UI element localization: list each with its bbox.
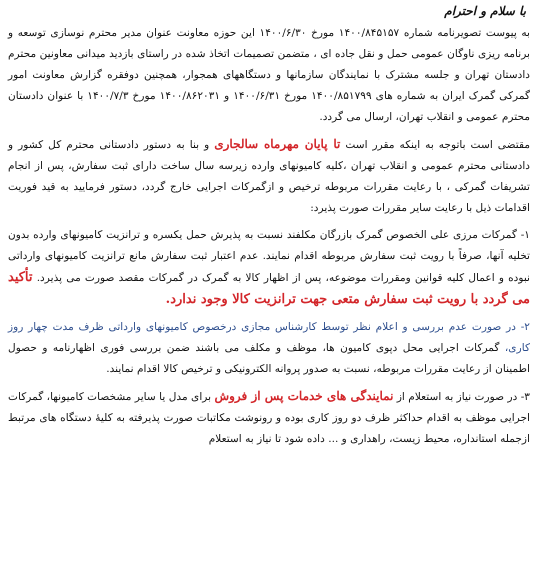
paragraph-attachment [8,23,530,128]
paragraph-attachment-text: به پیوست تصویرنامه شماره ۱۴۰۰/۸۴۵۱۵۷ مورخ ۱۴۰۰/۶/۳۰ این حوزه معاونت عنوان مدیر محترم نوسازی توسعه و برنامه ریزی ناوگان عمومی حمل و نقل جاده ای ، متضمن تصمیمات اتخاذ شده در راستای بازدید میدانی معاونین محترم دادستان تهران و جلسه مشترک با نمایندگان سازمانها و دستگاههای همجوار، همچنین دوفقره گزارش معاونت امور گمرکی گمرک ایران به شماره های ۱۴۰۰/۸۵۱۷۹۹ مورخ ۱۴۰۰/۶/۳۱ و ۱۴۰۰/۸۶۲۰۳۱ مورخ ۱۴۰۰/۷/۳ با عنوان دادستان محترم عمومی و انقلاب تهران، ارسال می گردد. [8,27,531,123]
clause-2-highlight: ۲- در صورت عدم بررسی و اعلام نظر توسط کارشناس مجازی درخصوص کامیونهای وارداتی ظرف مدت چهار روز کاری، [8,321,530,354]
clause-1-emphasis: تأکید می گردد با رویت ثبت سفارش متعی جهت ترانزیت کالا وجود ندارد. [8,270,530,307]
deadline-highlight: تا پایان مهرماه سالجاری [214,137,341,151]
clause-1-text: ۱- گمرکات مرزی علی الخصوص گمرک بازرگان مکلفند نسبت به پذیرش حمل یکسره و ترانزیت کامیونهای وارده بدون تخلیه آنها، صرفاً با رویت ثبت سفارش مربوطه اقدام نمایند. عدم اعتبار ثبت سفارش مانع ترانزیت کامیونهای وارداتی نبوده و اعمال کلیه قوانین ومقررات موضوعه، پس از اظهار کالا به گمرک در گمرکات مقصد صورت می پذیرد. [8,229,530,284]
clause-1 [8,225,530,311]
clause-3-after: برای مدل یا سایر مشخصات کامیونها، گمرکات اجرایی موظف به اقدام حداکثر ظرف دو روز کاری بوده و رونوشت مکاتبات صورت پذیرفته به کلیهٔ دستگاه های مرتبط ازجمله استانداره، محیط زیست، راهداری و ... داده شود تا نیاز به استعلام [8,391,530,445]
clause-2-text: گمرکات اجرایی محل دپوی کامیون ها، موظف و مکلف می باشند ضمن بررسی فوری اظهارنامه و حصول اطمینان از رعایت مقررات مربوطه، نسبت به صدور پروانه الکترونیکی و ترخیص کالا اقدام نمایند. [8,342,530,375]
paragraph-instruction-before: مقتضی است باتوجه به اینکه مقرر است [345,139,531,151]
clause-3 [8,386,530,450]
paragraph-instruction-after: و بنا به دستور دادستانی محترم کل کشور و دادستانی محترم عمومی و انقلاب تهران ،کلیه کامیونهای وارده زیرسه سال ساخت دارای ثبت سفارش، پس از انجام تشریفات گمرکی ، با رعایت مقررات مربوطه ترخیص و ازگمرکات اجرایی خارج گردد، دستور فرمایید به قید فوریت اقدامات ذیل با رعایت سایر مقررات صورت پذیرد: [8,139,530,214]
clause-3-highlight: نمایندگی های خدمات پس از فروش [214,389,394,403]
paragraph-instruction [8,134,530,219]
greeting: با سلام و احترام [444,4,526,18]
clause-3-before: ۳- در صورت نیاز به استعلام از [396,391,530,403]
clause-2 [8,317,530,380]
